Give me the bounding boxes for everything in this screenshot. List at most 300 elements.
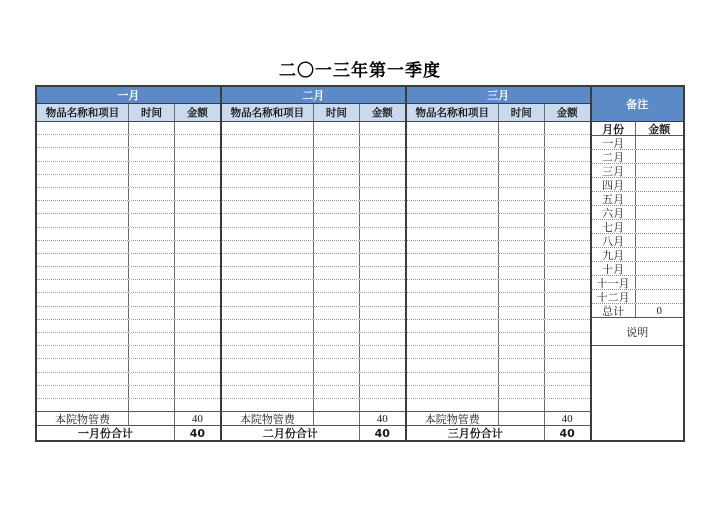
body-row — [407, 187, 590, 200]
col-header-item: 物品名称和项目 — [37, 104, 129, 121]
body-row — [407, 240, 590, 253]
body-cell[interactable] — [407, 188, 499, 200]
notes-month-label[interactable]: 七月 — [592, 220, 636, 233]
body-cell[interactable] — [360, 386, 405, 398]
body-row — [37, 398, 220, 411]
body-cell[interactable] — [407, 267, 499, 279]
notes-total-value-cell[interactable]: 0 — [656, 304, 663, 317]
body-row — [37, 174, 220, 187]
body-cell[interactable] — [360, 346, 405, 358]
body-cell[interactable] — [499, 280, 545, 292]
body-cell[interactable] — [37, 293, 129, 305]
body-cell[interactable] — [360, 307, 405, 319]
body-cell[interactable] — [314, 162, 360, 174]
body-cell[interactable] — [37, 280, 129, 292]
body-cell[interactable] — [545, 267, 590, 279]
body-row — [222, 372, 405, 385]
body-row — [407, 292, 590, 305]
property-fee-time-cell[interactable] — [129, 412, 175, 425]
body-cell[interactable] — [129, 188, 175, 200]
body-cell[interactable] — [314, 346, 360, 358]
col-header-amount: 金额 — [371, 107, 393, 119]
col-header-amount: 金额 — [186, 107, 208, 119]
body-row — [407, 266, 590, 279]
notes-month-label[interactable]: 十二月 — [592, 290, 636, 303]
body-cell[interactable] — [360, 373, 405, 385]
body-cell[interactable] — [360, 267, 405, 279]
body-cell[interactable] — [407, 373, 499, 385]
body-cell[interactable] — [175, 241, 220, 253]
body-cell[interactable] — [407, 333, 499, 345]
body-cell[interactable] — [407, 148, 499, 160]
body-cell[interactable] — [314, 254, 360, 266]
property-fee-time-cell[interactable] — [499, 412, 545, 425]
body-cell[interactable] — [545, 373, 590, 385]
body-cell[interactable] — [222, 280, 314, 292]
body-cell[interactable] — [37, 320, 129, 332]
body-cell[interactable] — [314, 399, 360, 411]
body-cell[interactable] — [175, 188, 220, 200]
body-cell[interactable] — [129, 386, 175, 398]
col-header-time: 时间 — [129, 104, 175, 121]
body-cell[interactable] — [175, 320, 220, 332]
body-row — [37, 134, 220, 147]
body-row — [222, 358, 405, 371]
body-cell[interactable] — [37, 188, 129, 200]
body-cell[interactable] — [499, 254, 545, 266]
body-cell[interactable] — [499, 148, 545, 160]
month-section-january — [37, 87, 222, 440]
month-total-label-cell[interactable]: 一月份合计 — [37, 426, 175, 440]
column-header-row — [407, 104, 590, 122]
body-cell[interactable] — [129, 280, 175, 292]
notes-month-amount-cell[interactable] — [636, 234, 683, 247]
body-cell[interactable] — [499, 293, 545, 305]
notes-empty-area[interactable] — [592, 346, 683, 440]
body-cell[interactable] — [545, 188, 590, 200]
body-row — [37, 200, 220, 213]
body-cell[interactable] — [545, 162, 590, 174]
body-cell[interactable] — [37, 254, 129, 266]
property-fee-item-cell[interactable]: 本院物管费 — [222, 412, 314, 425]
body-cell[interactable] — [499, 399, 545, 411]
body-cell[interactable] — [175, 359, 220, 371]
body-cell[interactable] — [499, 228, 545, 240]
body-cell[interactable] — [222, 399, 314, 411]
body-cell[interactable] — [360, 188, 405, 200]
body-cell[interactable] — [545, 122, 590, 134]
body-row — [407, 147, 590, 160]
body-cell[interactable] — [129, 162, 175, 174]
body-cell[interactable] — [360, 241, 405, 253]
body-cell[interactable] — [129, 359, 175, 371]
section-header-january: 一月 — [37, 87, 220, 104]
body-cell[interactable] — [314, 359, 360, 371]
body-cell[interactable] — [129, 122, 175, 134]
body-cell[interactable] — [129, 241, 175, 253]
body-cell[interactable] — [545, 228, 590, 240]
body-cell[interactable] — [407, 386, 499, 398]
body-cell[interactable] — [360, 254, 405, 266]
body-cell[interactable] — [175, 373, 220, 385]
body-cell[interactable] — [314, 122, 360, 134]
body-cell[interactable] — [314, 280, 360, 292]
body-cell[interactable] — [175, 293, 220, 305]
body-cell[interactable] — [129, 399, 175, 411]
body-cell[interactable] — [499, 162, 545, 174]
body-cell[interactable] — [175, 280, 220, 292]
notes-month-amount-cell[interactable] — [636, 290, 683, 303]
body-cell[interactable] — [360, 280, 405, 292]
section-header-march: 三月 — [407, 87, 590, 104]
notes-month-label[interactable]: 十月 — [592, 262, 636, 275]
body-cell[interactable] — [129, 148, 175, 160]
body-cell[interactable] — [222, 386, 314, 398]
body-row — [407, 213, 590, 226]
body-row — [37, 345, 220, 358]
body-cell[interactable] — [222, 188, 314, 200]
notes-month-amount-cell[interactable] — [636, 136, 683, 149]
notes-month-amount-cell[interactable] — [636, 220, 683, 233]
body-cell[interactable] — [499, 241, 545, 253]
body-cell[interactable] — [499, 373, 545, 385]
body-cell[interactable] — [314, 320, 360, 332]
body-cell[interactable] — [222, 293, 314, 305]
body-cell[interactable] — [129, 267, 175, 279]
body-cell[interactable] — [545, 254, 590, 266]
body-cell[interactable] — [360, 148, 405, 160]
body-cell[interactable] — [37, 399, 129, 411]
body-cell[interactable] — [545, 241, 590, 253]
month-total-row — [222, 425, 405, 440]
section-body — [222, 122, 405, 411]
notes-month-label[interactable]: 八月 — [592, 234, 636, 247]
body-cell[interactable] — [545, 135, 590, 147]
body-cell[interactable] — [222, 346, 314, 358]
body-cell[interactable] — [129, 373, 175, 385]
body-cell[interactable] — [499, 267, 545, 279]
body-cell[interactable] — [314, 267, 360, 279]
body-cell[interactable] — [222, 175, 314, 187]
body-cell[interactable] — [129, 254, 175, 266]
notes-month-amount-cell[interactable] — [636, 178, 683, 191]
body-cell[interactable] — [314, 175, 360, 187]
body-cell[interactable] — [175, 333, 220, 345]
body-cell[interactable] — [222, 122, 314, 134]
body-cell[interactable] — [407, 320, 499, 332]
body-row — [222, 345, 405, 358]
body-cell[interactable] — [360, 333, 405, 345]
body-cell[interactable] — [222, 267, 314, 279]
property-fee-item-cell[interactable]: 本院物管费 — [37, 412, 129, 425]
body-cell[interactable] — [545, 293, 590, 305]
body-cell[interactable] — [545, 307, 590, 319]
body-cell[interactable] — [360, 214, 405, 226]
body-row — [37, 266, 220, 279]
body-cell[interactable] — [407, 359, 499, 371]
body-cell[interactable] — [314, 214, 360, 226]
body-cell[interactable] — [314, 293, 360, 305]
notes-month-label[interactable]: 四月 — [592, 178, 636, 191]
body-cell[interactable] — [314, 148, 360, 160]
body-cell[interactable] — [407, 399, 499, 411]
body-cell[interactable] — [129, 201, 175, 213]
body-cell[interactable] — [314, 333, 360, 345]
body-cell[interactable] — [222, 307, 314, 319]
body-cell[interactable] — [222, 333, 314, 345]
body-cell[interactable] — [360, 359, 405, 371]
body-cell[interactable] — [545, 346, 590, 358]
notes-panel — [592, 87, 683, 440]
property-fee-amount-cell[interactable]: 40 — [561, 412, 573, 425]
body-cell[interactable] — [314, 386, 360, 398]
body-cell[interactable] — [222, 148, 314, 160]
body-cell[interactable] — [499, 333, 545, 345]
body-row — [37, 253, 220, 266]
body-cell[interactable] — [360, 162, 405, 174]
body-cell[interactable] — [222, 241, 314, 253]
body-cell[interactable] — [175, 346, 220, 358]
body-row — [222, 266, 405, 279]
month-total-label-cell[interactable]: 二月份合计 — [222, 426, 360, 440]
body-cell[interactable] — [222, 320, 314, 332]
body-cell[interactable] — [37, 122, 129, 134]
body-cell[interactable] — [129, 293, 175, 305]
body-cell[interactable] — [129, 214, 175, 226]
body-cell[interactable] — [407, 254, 499, 266]
body-cell[interactable] — [37, 201, 129, 213]
body-cell[interactable] — [314, 188, 360, 200]
notes-month-label[interactable]: 一月 — [592, 136, 636, 149]
notes-month-label[interactable]: 五月 — [592, 192, 636, 205]
body-cell[interactable] — [499, 188, 545, 200]
body-row — [407, 122, 590, 134]
body-cell[interactable] — [407, 307, 499, 319]
body-cell[interactable] — [37, 359, 129, 371]
body-cell[interactable] — [314, 135, 360, 147]
body-cell[interactable] — [499, 214, 545, 226]
body-cell[interactable] — [175, 267, 220, 279]
body-row — [37, 319, 220, 332]
section-body — [37, 122, 220, 411]
body-cell[interactable] — [499, 346, 545, 358]
body-row — [222, 253, 405, 266]
property-fee-item-cell[interactable]: 本院物管费 — [407, 412, 499, 425]
col-header-item: 物品名称和项目 — [222, 104, 314, 121]
body-cell[interactable] — [545, 359, 590, 371]
body-cell[interactable] — [499, 359, 545, 371]
body-cell[interactable] — [545, 399, 590, 411]
body-cell[interactable] — [545, 386, 590, 398]
body-cell[interactable] — [314, 307, 360, 319]
body-row — [37, 122, 220, 134]
body-cell[interactable] — [360, 135, 405, 147]
property-fee-time-cell[interactable] — [314, 412, 360, 425]
body-cell[interactable] — [222, 228, 314, 240]
body-row — [407, 253, 590, 266]
body-cell[interactable] — [175, 162, 220, 174]
body-cell[interactable] — [37, 333, 129, 345]
body-cell[interactable] — [175, 214, 220, 226]
body-cell[interactable] — [37, 148, 129, 160]
notes-month-amount-cell[interactable] — [636, 276, 683, 289]
body-cell[interactable] — [129, 175, 175, 187]
body-cell[interactable] — [499, 135, 545, 147]
notes-month-amount-cell[interactable] — [636, 206, 683, 219]
page-title: 二〇一三年第一季度 — [279, 61, 441, 81]
body-cell[interactable] — [37, 175, 129, 187]
body-cell[interactable] — [545, 214, 590, 226]
body-cell[interactable] — [407, 228, 499, 240]
body-cell[interactable] — [499, 122, 545, 134]
body-row — [222, 332, 405, 345]
body-cell[interactable] — [222, 254, 314, 266]
property-fee-amount-cell[interactable]: 40 — [191, 412, 203, 425]
body-cell[interactable] — [222, 373, 314, 385]
body-cell[interactable] — [129, 135, 175, 147]
body-cell[interactable] — [37, 307, 129, 319]
body-cell[interactable] — [175, 175, 220, 187]
notes-total-label-cell[interactable]: 总计 — [592, 304, 636, 317]
col-header-amount: 金额 — [556, 107, 578, 119]
body-row — [222, 134, 405, 147]
body-row — [222, 240, 405, 253]
body-cell[interactable] — [360, 320, 405, 332]
body-row — [222, 319, 405, 332]
body-row — [407, 385, 590, 398]
notes-month-amount-cell[interactable] — [636, 248, 683, 261]
notes-month-amount-cell[interactable] — [636, 164, 683, 177]
body-row — [37, 306, 220, 319]
body-cell[interactable] — [37, 241, 129, 253]
body-cell[interactable] — [499, 386, 545, 398]
body-cell[interactable] — [545, 148, 590, 160]
property-fee-amount-cell[interactable]: 40 — [376, 412, 388, 425]
body-cell[interactable] — [175, 254, 220, 266]
section-body — [407, 122, 590, 411]
body-cell[interactable] — [407, 175, 499, 187]
body-cell[interactable] — [499, 320, 545, 332]
body-row — [37, 240, 220, 253]
body-cell[interactable] — [545, 201, 590, 213]
body-cell[interactable] — [175, 386, 220, 398]
body-cell[interactable] — [175, 201, 220, 213]
body-row — [407, 161, 590, 174]
month-section-march — [407, 87, 592, 440]
body-cell[interactable] — [129, 320, 175, 332]
month-total-amount-cell[interactable]: 40 — [374, 426, 390, 440]
body-row — [407, 134, 590, 147]
body-cell[interactable] — [37, 214, 129, 226]
body-cell[interactable] — [37, 386, 129, 398]
body-cell[interactable] — [545, 175, 590, 187]
body-row — [37, 279, 220, 292]
body-cell[interactable] — [314, 373, 360, 385]
body-cell[interactable] — [129, 333, 175, 345]
body-cell[interactable] — [360, 201, 405, 213]
body-cell[interactable] — [37, 346, 129, 358]
body-row — [407, 306, 590, 319]
body-cell[interactable] — [222, 135, 314, 147]
body-cell[interactable] — [407, 293, 499, 305]
body-row — [407, 358, 590, 371]
body-cell[interactable] — [222, 214, 314, 226]
body-cell[interactable] — [175, 399, 220, 411]
body-cell[interactable] — [499, 307, 545, 319]
notes-month-label[interactable]: 十一月 — [592, 276, 636, 289]
body-cell[interactable] — [175, 148, 220, 160]
body-cell[interactable] — [37, 228, 129, 240]
notes-month-label[interactable]: 二月 — [592, 150, 636, 163]
body-cell[interactable] — [129, 346, 175, 358]
body-cell[interactable] — [545, 333, 590, 345]
body-cell[interactable] — [222, 162, 314, 174]
body-cell[interactable] — [37, 162, 129, 174]
body-cell[interactable] — [360, 175, 405, 187]
body-cell[interactable] — [407, 280, 499, 292]
body-cell[interactable] — [407, 162, 499, 174]
body-cell[interactable] — [129, 228, 175, 240]
body-cell[interactable] — [175, 122, 220, 134]
notes-month-label[interactable]: 六月 — [592, 206, 636, 219]
body-cell[interactable] — [407, 135, 499, 147]
body-cell[interactable] — [37, 267, 129, 279]
month-total-amount-cell[interactable]: 40 — [189, 426, 206, 440]
body-cell[interactable] — [175, 135, 220, 147]
body-cell[interactable] — [545, 280, 590, 292]
body-cell[interactable] — [499, 201, 545, 213]
body-row — [407, 174, 590, 187]
month-total-amount-cell[interactable]: 40 — [559, 426, 575, 440]
notes-month-amount-cell[interactable] — [636, 262, 683, 275]
body-cell[interactable] — [360, 122, 405, 134]
body-row — [222, 292, 405, 305]
body-cell[interactable] — [175, 228, 220, 240]
notes-month-label[interactable]: 三月 — [592, 164, 636, 177]
body-row — [222, 147, 405, 160]
notes-month-amount-cell[interactable] — [636, 150, 683, 163]
body-cell[interactable] — [545, 320, 590, 332]
body-cell[interactable] — [407, 122, 499, 134]
body-cell[interactable] — [360, 399, 405, 411]
body-row — [37, 385, 220, 398]
body-cell[interactable] — [175, 307, 220, 319]
notes-month-label[interactable]: 九月 — [592, 248, 636, 261]
body-cell[interactable] — [360, 228, 405, 240]
body-cell[interactable] — [407, 201, 499, 213]
body-cell[interactable] — [37, 135, 129, 147]
body-row — [222, 174, 405, 187]
notes-explanation-label: 说明 — [592, 318, 683, 346]
body-cell[interactable] — [37, 373, 129, 385]
notes-month-amount-cell[interactable] — [636, 192, 683, 205]
body-row — [222, 227, 405, 240]
body-cell[interactable] — [314, 228, 360, 240]
body-cell[interactable] — [222, 201, 314, 213]
body-cell[interactable] — [407, 241, 499, 253]
body-cell[interactable] — [407, 214, 499, 226]
body-cell[interactable] — [499, 175, 545, 187]
body-cell[interactable] — [314, 241, 360, 253]
month-total-label-cell[interactable]: 三月份合计 — [407, 426, 545, 440]
body-cell[interactable] — [222, 359, 314, 371]
month-total-row — [407, 425, 590, 440]
body-cell[interactable] — [314, 201, 360, 213]
body-cell[interactable] — [407, 346, 499, 358]
body-cell[interactable] — [360, 293, 405, 305]
body-row — [222, 122, 405, 134]
body-cell[interactable] — [129, 307, 175, 319]
